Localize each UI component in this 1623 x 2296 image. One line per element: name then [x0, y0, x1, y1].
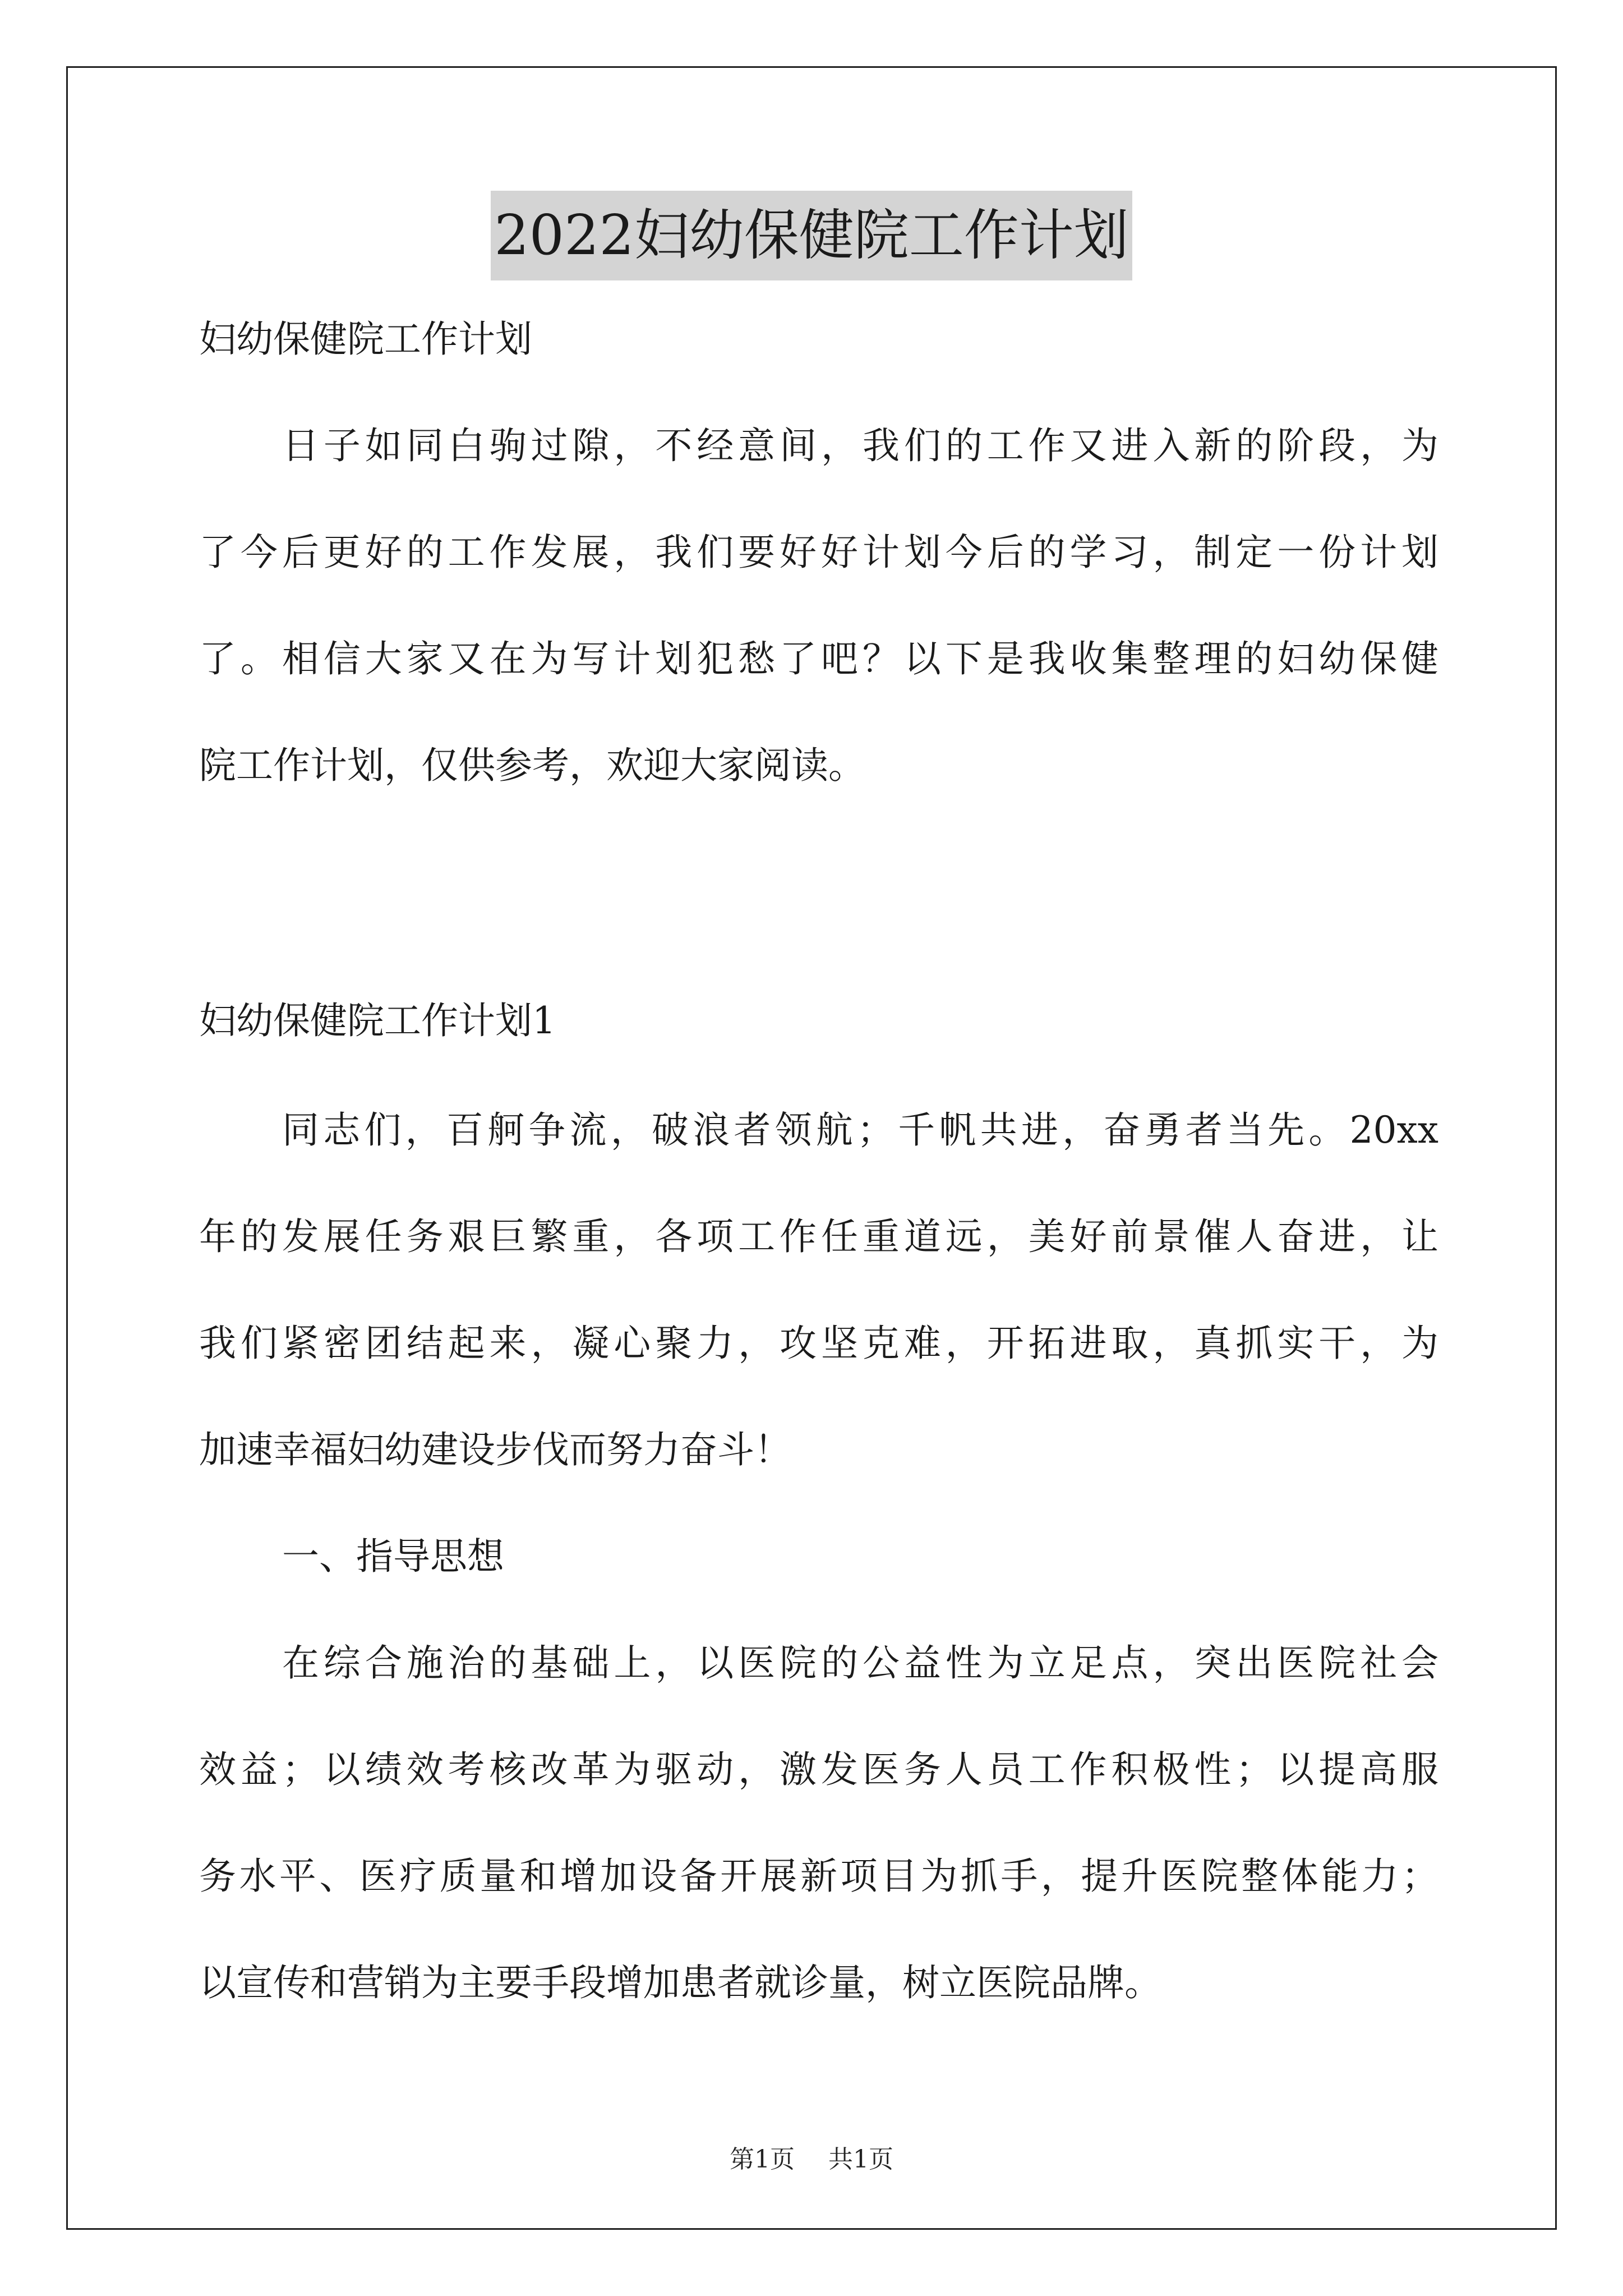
section-heading: 妇幼保健院工作计划1	[199, 999, 556, 1042]
paragraph-line: 同志们，百舸争流，破浪者领航；千帆共进，奋勇者当先。20xx	[282, 1108, 1438, 1152]
paragraph-line: 务水平、医疗质量和增加设备开展新项目为抓手，提升医院整体能力；	[199, 1855, 1438, 1898]
paragraph-line: 院工作计划，仅供参考，欢迎大家阅读。	[199, 744, 865, 787]
document-title	[0, 191, 1623, 280]
paragraph-line: 我们紧密团结起来，凝心聚力，攻坚克难，开拓进取，真抓实干，为	[199, 1322, 1438, 1365]
paragraph-line: 了今后更好的工作发展，我们要好好计划今后的学习，制定一份计划	[199, 531, 1438, 574]
paragraph-line: 以宣传和营销为主要手段增加患者就诊量，树立医院品牌。	[199, 1961, 1161, 2004]
paragraph-line: 加速幸福妇幼建设步伐而努力奋斗！	[199, 1428, 791, 1471]
page-number-current: 第1页	[730, 2145, 795, 2174]
paragraph-line: 了。相信大家又在为写计划犯愁了吧？以下是我收集整理的妇幼保健	[199, 637, 1438, 680]
page-footer	[0, 2143, 1623, 2177]
page-number-total: 共1页	[828, 2145, 893, 2174]
subsection-heading: 一、指导思想	[282, 1535, 504, 1578]
paragraph-line: 年的发展任务艰巨繁重，各项工作任重道远，美好前景催人奋进，让	[199, 1215, 1438, 1258]
section-heading: 妇幼保健院工作计划	[199, 318, 532, 361]
paragraph-line: 在综合施治的基础上，以医院的公益性为立足点，突出医院社会	[282, 1641, 1438, 1685]
document-title-text: 2022妇幼保健院工作计划	[491, 191, 1132, 280]
paragraph-line: 效益；以绩效考核改革为驱动，激发医务人员工作积极性；以提高服	[199, 1748, 1438, 1791]
paragraph-line: 日子如同白驹过隙，不经意间，我们的工作又进入新的阶段，为	[282, 424, 1438, 467]
